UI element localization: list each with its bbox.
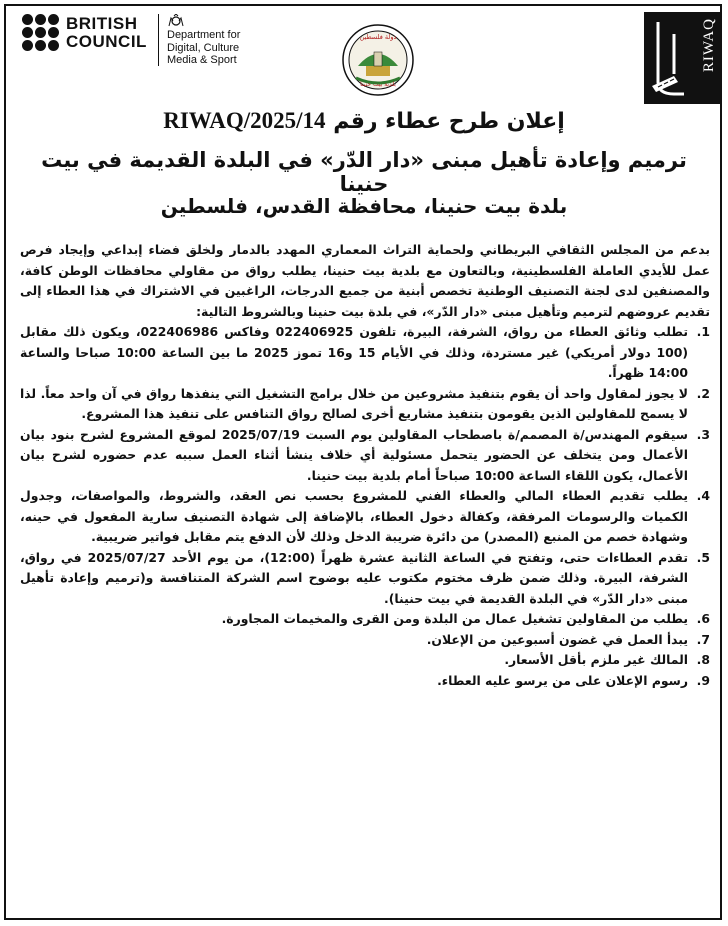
tender-title — [20, 108, 708, 134]
british-council-logo — [22, 14, 147, 52]
dcms-line-1: Department for — [167, 29, 241, 41]
dcms-line-2: Digital, Culture — [167, 41, 240, 54]
tender-title-arabic: إعلان طرح عطاء رقم — [333, 109, 565, 134]
term-item: 7. يبدأ العمل في غضون أسبوعين من الإعلان. — [426, 631, 710, 647]
term-item: 2. لا يجوز لمقاول واحد أن يقوم بتنفيذ مشروعين من خلال برامج التشغيل التي ينفذها رواق في آن واحد معاً. لذا لا يسمح للمقاولين الذين يقومون بتنفيذ مشاريع أخرى لصالح رواق التنافس على تنفيذ هذا المشروع. — [20, 385, 710, 421]
project-title: ترميم وإعادة تأهيل مبنى «دار الدّر» في البلدة القديمة في بيت حنينا — [41, 148, 687, 196]
municipality-seal-icon — [340, 22, 416, 98]
seal-top-text: دولة فلسطين — [359, 33, 397, 41]
tender-code: RIWAQ/2025/14 — [163, 108, 326, 133]
term-item: 9. رسوم الإعلان على من يرسو عليه العطاء. — [437, 672, 710, 688]
term-item: 5. تقدم العطاءات حتى، وتفتح في الساعة الثانية عشرة ظهراً (12:00)، من يوم الأحد 2025/07/27 في رواق، الشرفة، البيرة. وذلك ضمن ظرف مختوم مكتوب عليه بوضوح اسم الشركة المتنافسة و(ترميم وإعادة تأهيل مبنى «دار الدّر» في البلدة القديمة في بيت حنينا). — [20, 549, 710, 606]
british-council-dots-icon — [22, 14, 60, 52]
bc-line-2: COUNCIL — [66, 32, 147, 51]
term-item: 6. يطلب من المقاولين تشغيل عمال من البلدة ومن القرى والمخيمات المجاورة. — [221, 611, 710, 626]
intro-paragraph: بدعم من المجلس الثقافي البريطاني ولحماية التراث المعماري المهدد بالدمار ولخلق فضاء إبداعي وإيجاد فرص عمل للأيدي العاملة الفلسطينية، وبالتعاون مع بلدية بيت حنينا، يطلب رواق من مقاولي محافظات الوطن كافة، والمصنفين لدى لجنة التصنيف الوطنية تخصص أبنية من جميع الدرجات، الراغبين في الاشتراك في هذا العطاء إلى تقديم عروضهم لترميم وتأهيل مبنى «دار الدّر»، في بلدة بيت حنينا وبالشروط التالية: — [20, 242, 710, 319]
terms-list — [20, 322, 710, 691]
term-item: 1. تطلب وثائق العطاء من رواق، الشرفة، البيرة، تلفون 022406925 وفاكس 022406986، ويكون ذلك مقابل (100 دولار أمريكي) غير مستردة، وذلك في الأيام 15 و16 تموز 2025 ما بين الساعة 10:00 صباحا والساعة 14:00 ظهراً. — [20, 324, 710, 380]
dcms-line-3: Media & Sport — [167, 54, 237, 66]
term-item: 3. سيقوم المهندس/ة المصمم/ة باصطحاب المقاولين يوم السبت 2025/07/19 لموقع المشروع لشرح بنود بيان الأعمال ومن يتخلف عن الحضور يتحمل مسئولية أي خلاف ينشأ أثناء العمل سببه عدم حضوره لشرح بيان الأعمال، يكون اللقاء الساعة 10:00 صباحاً أمام بلدية بيت حنينا. — [20, 426, 710, 483]
project-location: بلدة بيت حنينا، محافظة القدس، فلسطين — [160, 194, 568, 218]
ad-body — [20, 240, 710, 691]
term-item: 4. يطلب تقديم العطاء المالي والعطاء الفني للمشروع بحسب نص العقد، والشروط، والمواصفات، وجدول الكميات والرسومات المرفقة، وكفالة دخول العطاء، بالإضافة إلى شهادة التصنيف سارية المفعول في حينه، وشهادة خصم من المنبع (المصدر) من دائرة ضريبة الدخل وذلك لأن الدفع يتم مقابل فواتير ضريبية. — [20, 488, 710, 544]
riwaq-logo — [644, 12, 722, 104]
seal-bottom-text: بلدية بيت حنينا — [360, 81, 396, 88]
bc-line-1: BRITISH — [66, 14, 138, 33]
riwaq-wordmark: RIWAQ — [701, 18, 717, 73]
dcms-logo — [158, 14, 240, 66]
term-item: 8. المالك غير ملزم بأقل الأسعار. — [504, 652, 710, 667]
royal-crest-icon — [167, 14, 185, 28]
